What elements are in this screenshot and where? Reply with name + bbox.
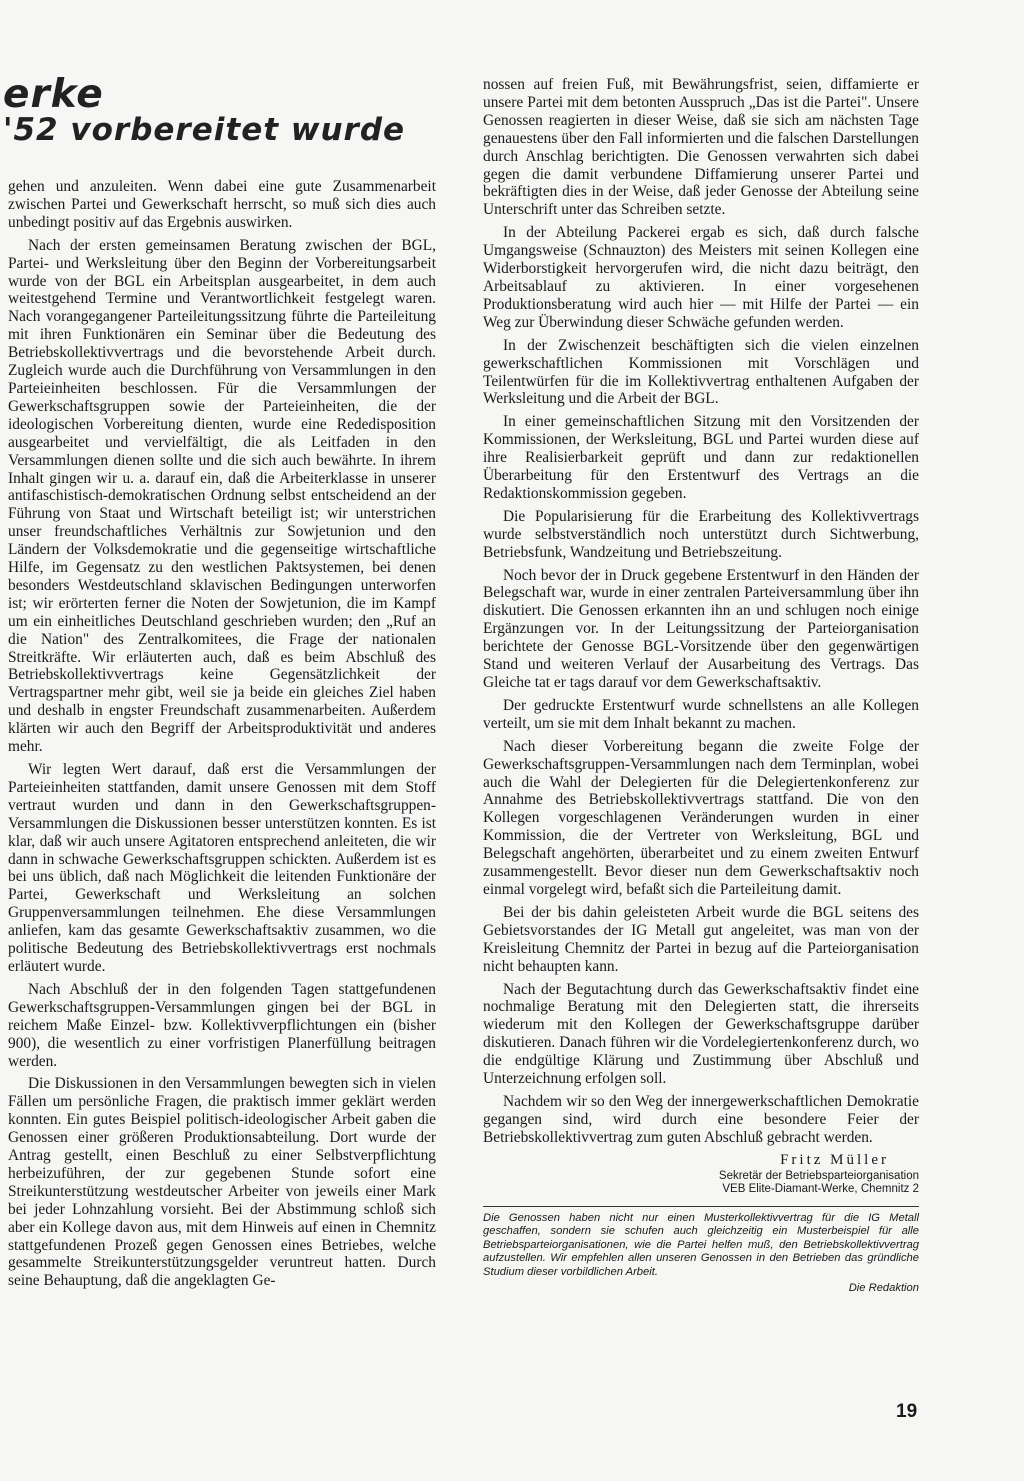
paragraph: In einer gemeinschaftlichen Sitzung mit den Vorsitzenden der Kommissionen, der Werksleitung, BGL und Partei wurden diese auf ihre Realisierbarkeit geprüft und dann zur redaktionellen Überarbeitung für den Erstentwurf des Vertrags an die Redaktionskommission gegeben. [483,413,919,502]
left-column [8,178,436,1295]
headline-line-2: '52 vorbereitet wurde [3,112,406,148]
paragraph: Die Popularisierung für die Erarbeitung des Kollektivvertrags wurde selbstverständlich noch unterstützt durch Sichtwerbung, Betriebsfunk, Wandzeitung und Betriebszeitung. [483,507,919,561]
author-organization: VEB Elite-Diamant-Werke, Chemnitz 2 [722,1182,919,1195]
author-signature [483,1152,919,1196]
paragraph: In der Abteilung Packerei ergab es sich, daß durch falsche Umgangsweise (Schnauzton) des Meisters mit seinen Kollegen eine Widerborstigkeit hervorgerufen wird, die nicht dazu beiträgt, den Arbeitsablauf zu aktivieren. In einer vorgesehenen Produktionsberatung wird auch hier — mit Hilfe der Partei — ein Weg zur Überwindung dieser Schwäche gefunden werden. [483,224,919,331]
author-name: Fritz Müller [780,1151,889,1168]
paragraph: nossen auf freien Fuß, mit Bewährungsfrist, seien, diffamierte er unsere Partei mit dem betonten Ausspruch „Das ist die Partei". Unsere Genossen reagierten in dieser Weise, daß sie sich am nächsten Tage genauestens über den Fall informierten und die falschen Darstellungen durch Anschlag berichtigten. Die Genossen verwahrten sich dabei gegen die damit verbundene Diffamierung unserer Partei und bekräftigten dies in der Weise, daß jeder Genosse der Abteilung seine Unterschrift unter das Schreiben setzte. [483,76,919,219]
paragraph: Nach Abschluß der in den folgenden Tagen stattgefundenen Gewerkschaftsgruppen-Versammlungen gingen bei der BGL in reichem Maße Einzel- bzw. Kollektivverpflichtungen ein (bisher 900), die wesentlich zu einer vorfristigen Planerfüllung beitragen werden. [8,980,436,1070]
page-number: 19 [896,1401,918,1422]
headline-line-1: erke [3,72,104,117]
paragraph: Der gedruckte Erstentwurf wurde schnellstens an alle Kollegen verteilt, um sie mit dem Inhalt bekannt zu machen. [483,696,919,732]
author-role: Sekretär der Betriebsparteiorganisation [718,1169,919,1182]
paragraph: Noch bevor der in Druck gegebene Erstentwurf in den Händen der Belegschaft war, wurde in einer zentralen Parteiversammlung über ihn diskutiert. Die Genossen erkannten ihn an und schlugen noch einige Ergänzungen vor. In der Leitungssitzung der Parteiorganisation berichtete der Genosse BGL-Vorsitzende über den gegenwärtigen Stand und weiteren Verlauf der Ausarbeitung des Vertrags. Das Gleiche tat er tags darauf vor dem Gewerkschaftsaktiv. [483,566,919,691]
paragraph: Die Diskussionen in den Versammlungen bewegten sich in vielen Fällen um persönliche Fragen, die praktisch immer geklärt werden konnten. Ein gutes Beispiel politisch-ideologischer Arbeit gaben die Genossen einer größeren Produktionsabteilung. Dort wurde der Antrag gestellt, einen Beschluß zu einer Selbstverpflichtung herbeizuführen, der zur gegebenen Stunde sofort eine Streikunterstützung westdeutscher Arbeiter von jeweils einer Mark bei jeder Lohnzahlung vorsieht. Bei der Abstimmung schloß sich aber ein Kollege davon aus, mit dem Hinweis auf einen in Chemnitz stattgefundenen Prozeß gegen Genossen eines Betriebes, welche gesammelte Streikunterstützungsgelder veruntreut hatten. Durch seine Behauptung, daß die angeklagten Ge- [8,1075,436,1290]
paragraph: Nach der ersten gemeinsamen Beratung zwischen der BGL, Partei- und Werksleitung über den Beginn der Vorbereitungsarbeit wurde von der BGL ein Arbeitsplan ausgearbeitet, in dem auch weitestgehend Termine und Verantwortlichkeit festgelegt waren. Nach vorangegangener Parteileitungssitzung führte die Parteileitung mit ihren Funktionären ein Seminar über die Bedeutung des Betriebskollektivvertrags und die bevorstehende Arbeit durch. Zugleich wurde auch die Durchführung von Versammlungen in den Parteieinheiten beschlossen. Für die Versammlungen der Gewerkschaftsgruppen sowie der Parteieinheiten, die der ideologischen Vorbereitung dienten, wurde eine Rededisposition ausgearbeitet und vervielfältigt, die als Leitfaden in den Versammlungen dienen sollte und die sich auch bewährte. In ihrem Inhalt gingen wir u. a. darauf ein, daß die Arbeiterklasse in unserer antifaschistisch-demokratischen Ordnung selbst entscheidend an der Führung von Staat und Wirtschaft beteiligt ist; wir unterstrichen unser freundschaftliches Verhältnis zur Sowjetunion und den Ländern der Volksdemokratie und die gegenseitige wirtschaftliche Hilfe, im Gegensatz zu den westlichen Paktsystemen, bei denen besonders Westdeutschland sklavischen Bedingungen unterworfen ist; wir erörterten ferner die Noten der Sowjetunion, die im Kampf um ein einheitliches Deutschland geschrieben wurden; den „Ruf an die Nation" des Zentralkomitees, die Frage der nationalen Streitkräfte. Wir erläuterten auch, daß es beim Abschluß des Betriebskollektivvertrags keine Gegensätzlichkeit der Vertragspartner mehr gibt, weil sie ja beide ein gleiches Ziel haben und deshalb in engster Freundschaft zusammenarbeiten. Außerdem klärten wir auch den Begriff der Arbeitsproduktivität und anderes mehr. [8,236,436,756]
paragraph: gehen und anzuleiten. Wenn dabei eine gute Zusammenarbeit zwischen Partei und Gewerkschaft herrscht, so muß sich dies auch unbedingt positiv auf das Ergebnis auswirken. [8,178,436,231]
paragraph: Nachdem wir so den Weg der innergewerkschaftlichen Demokratie gegangen sind, wird durch eine besondere Feier der Betriebskollektivvertrag zum guten Abschluß gebracht werden. [483,1092,919,1146]
paragraph: In der Zwischenzeit beschäftigten sich die vielen einzelnen gewerkschaftlichen Kommissionen mit Vorschlägen und Teilentwürfen für die im Kollektivvertrag enthaltenen Aufgaben der Werksleitung und die Arbeit der BGL. [483,336,919,408]
editorial-note: Die Genossen haben nicht nur einen Musterkollektivvertrag für die IG Metall geschaffen, sondern sie schufen auch gleichzeitig ein Musterbeispiel für alle Betriebsparteiorganisationen, wie die Partei helfen muß, den Betriebskollektivvertrag aufzustellen. Wir empfehlen allen unseren Genossen in den Betrieben das gründliche Studium dieser vorbildlichen Arbeit. [483,1206,919,1280]
paragraph: Bei der bis dahin geleisteten Arbeit wurde die BGL seitens des Gebietsvorstandes der IG Metall gut angeleitet, was man von der Kreisleitung Chemnitz der Partei in bezug auf die Parteiorganisation nicht behaupten kann. [483,903,919,975]
right-column [483,76,919,1302]
paragraph: Nach der Begutachtung durch das Gewerkschaftsaktiv findet eine nochmalige Beratung mit den Delegierten statt, die ihrerseits wiederum mit den Kollegen der Gewerkschaftsgruppe darüber diskutieren. Danach führen wir die Vordelegiertenkonferenz durch, wo die endgültige Klärung und Zustimmung über Abschluß und Unterzeichnung erfolgen soll. [483,980,919,1088]
paragraph: Nach dieser Vorbereitung begann die zweite Folge der Gewerkschaftsgruppen-Versammlungen nach dem Terminplan, wobei auch die Wahl der Delegierten für die Delegiertenkonferenz zur Annahme des Betriebskollektivvertrags stattfand. Die von den Kollegen vorgeschlagenen Veränderungen wurden in einer Kommission, die der Vertreter von Werksleitung, BGL und Belegschaft angehörten, überarbeitet und zu einem zweiten Entwurf zusammengestellt. Bevor dieser nun dem Gewerkschaftsaktiv noch einmal vorgelegt wird, befaßt sich die Parteileitung damit. [483,737,919,898]
editorial-note-signature: Die Redaktion [848,1281,919,1294]
paragraph: Wir legten Wert darauf, daß erst die Versammlungen der Parteieinheiten stattfanden, damit unsere Genossen mit dem Stoff vertraut wurden und dann in den Gewerkschaftsgruppen-Versammlungen die Diskussionen besser unterstützen konnten. Es ist klar, daß wir auch unsere Agitatoren entsprechend anleiteten, die wir dann in schwache Gewerkschaftsgruppen schickten. Außerdem ist es bei uns üblich, daß nach Möglichkeit die leitenden Funktionäre der Partei, Gewerkschaft und Werksleitung an solchen Gruppenversammlungen teilnehmen. Ehe diese Versammlungen anliefen, kam das gesamte Gewerkschaftsaktiv zusammen, wo die politische Bedeutung des Betriebskollektivvertrags erst nochmals erläutert wurde. [8,761,436,975]
